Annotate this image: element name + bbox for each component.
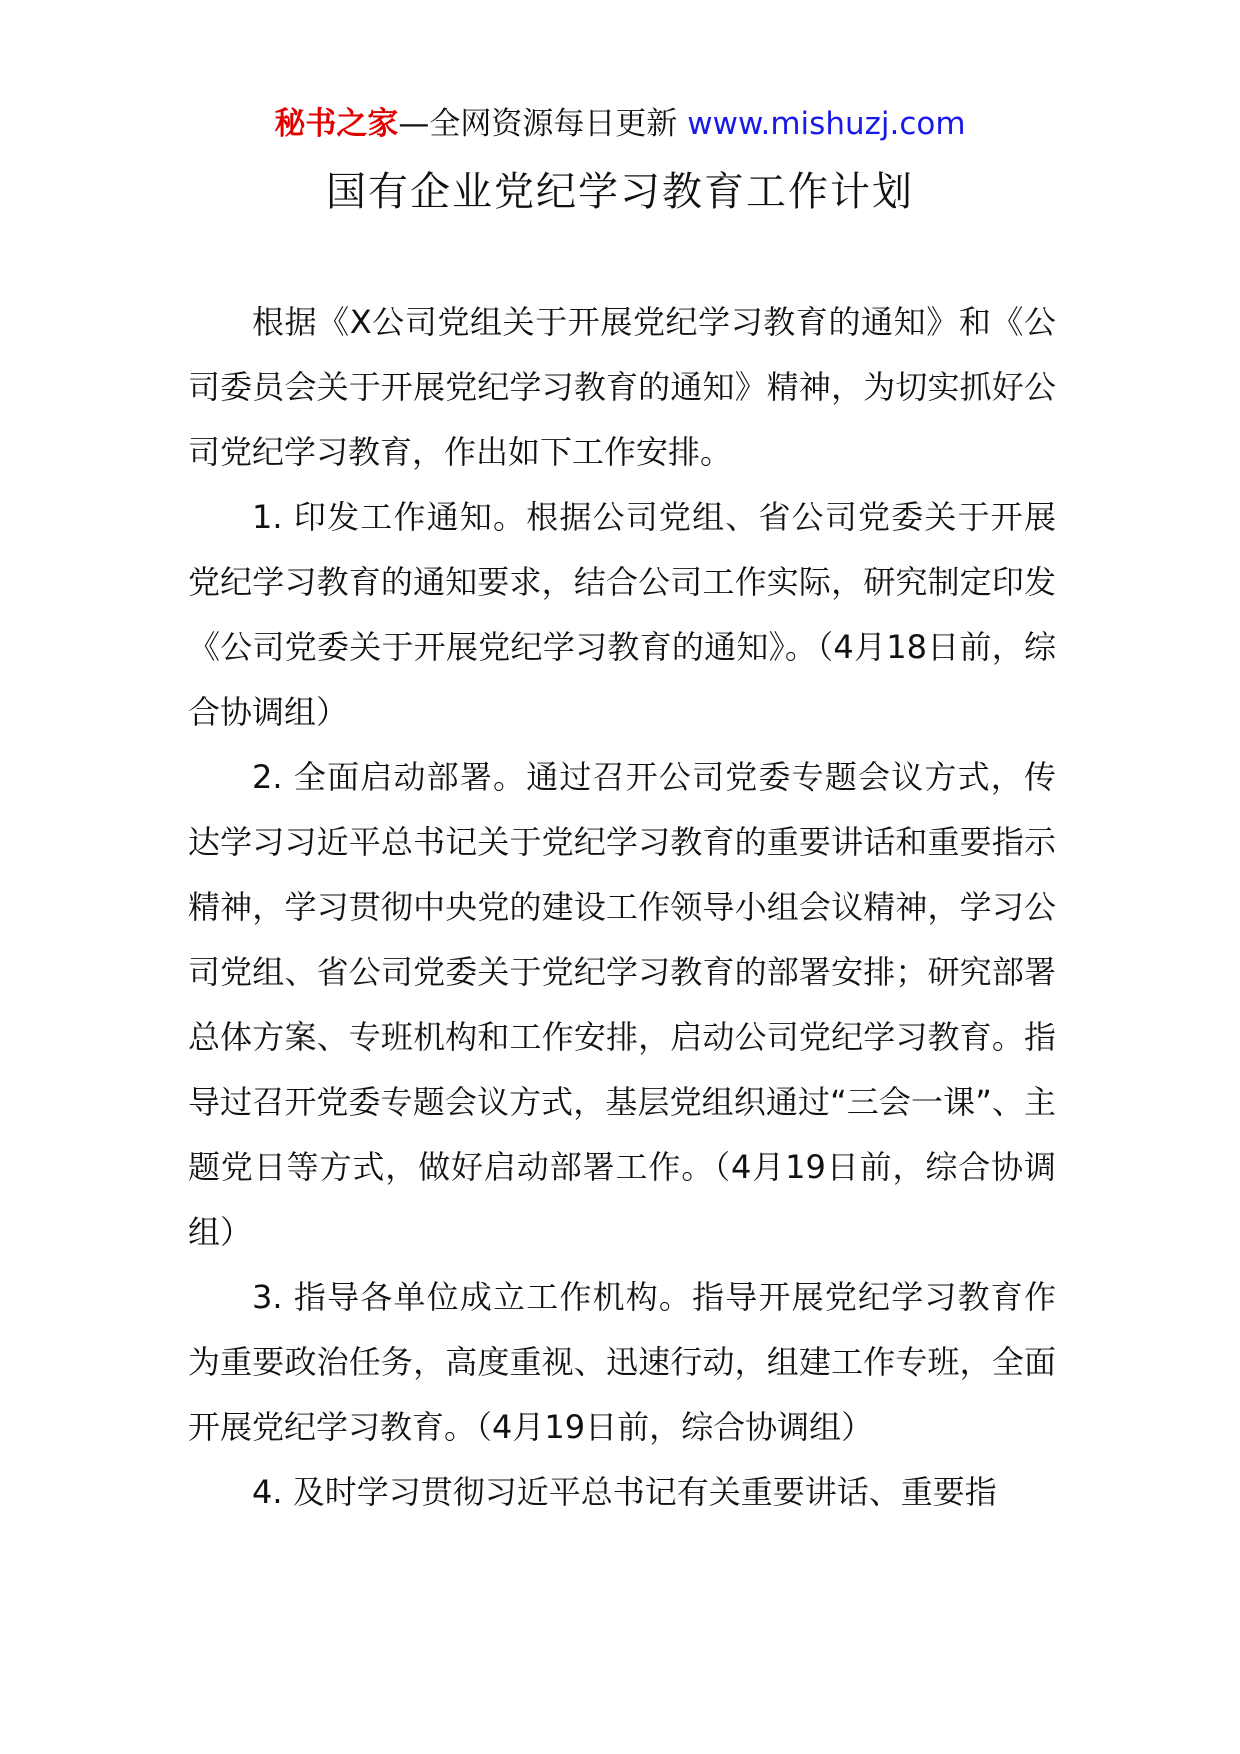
document-title: 国有企业党纪学习教育工作计划	[326, 169, 914, 215]
paragraph-item-2: 2. 全面启动部署。通过召开公司党委专题会议方式，传达学习习近平总书记关于党纪学习教育的重要讲话和重要指示精神，学习贯彻中央党的建设工作领导小组会议精神，学习公司党组、省公司党委关于党纪学习教育的部署安排；研究部署总体方案、专班机构和工作安排，启动公司党纪学习教育。指导过召开党委专题会议方式，基层党组织通过“三会一课”、主题党日等方式，做好启动部署工作。（4月19日前，综合协调组）	[188, 758, 1056, 1251]
site-brand: 秘书之家	[274, 106, 399, 142]
paragraph-item-1: 1. 印发工作通知。根据公司党组、省公司党委关于开展党纪学习教育的通知要求，结合公司工作实际，研究制定印发《公司党委关于开展党纪学习教育的通知》。（4月18日前，综合协调组）	[188, 498, 1056, 731]
document-body	[188, 290, 1056, 1525]
paragraph-intro: 根据《X公司党组关于开展党纪学习教育的通知》和《公司委员会关于开展党纪学习教育的通知》精神，为切实抓好公司党纪学习教育，作出如下工作安排。	[188, 303, 1056, 471]
paragraph-item-4: 4. 及时学习贯彻习近平总书记有关重要讲话、重要指	[252, 1473, 997, 1511]
paragraph-item-3: 3. 指导各单位成立工作机构。指导开展党纪学习教育作为重要政治任务，高度重视、迅速行动，组建工作专班，全面开展党纪学习教育。（4月19日前，综合协调组）	[188, 1278, 1056, 1446]
site-url-link[interactable]: www.mishuzj.com	[687, 106, 966, 142]
site-tagline: —全网资源每日更新	[398, 106, 688, 142]
site-header	[0, 100, 1240, 148]
